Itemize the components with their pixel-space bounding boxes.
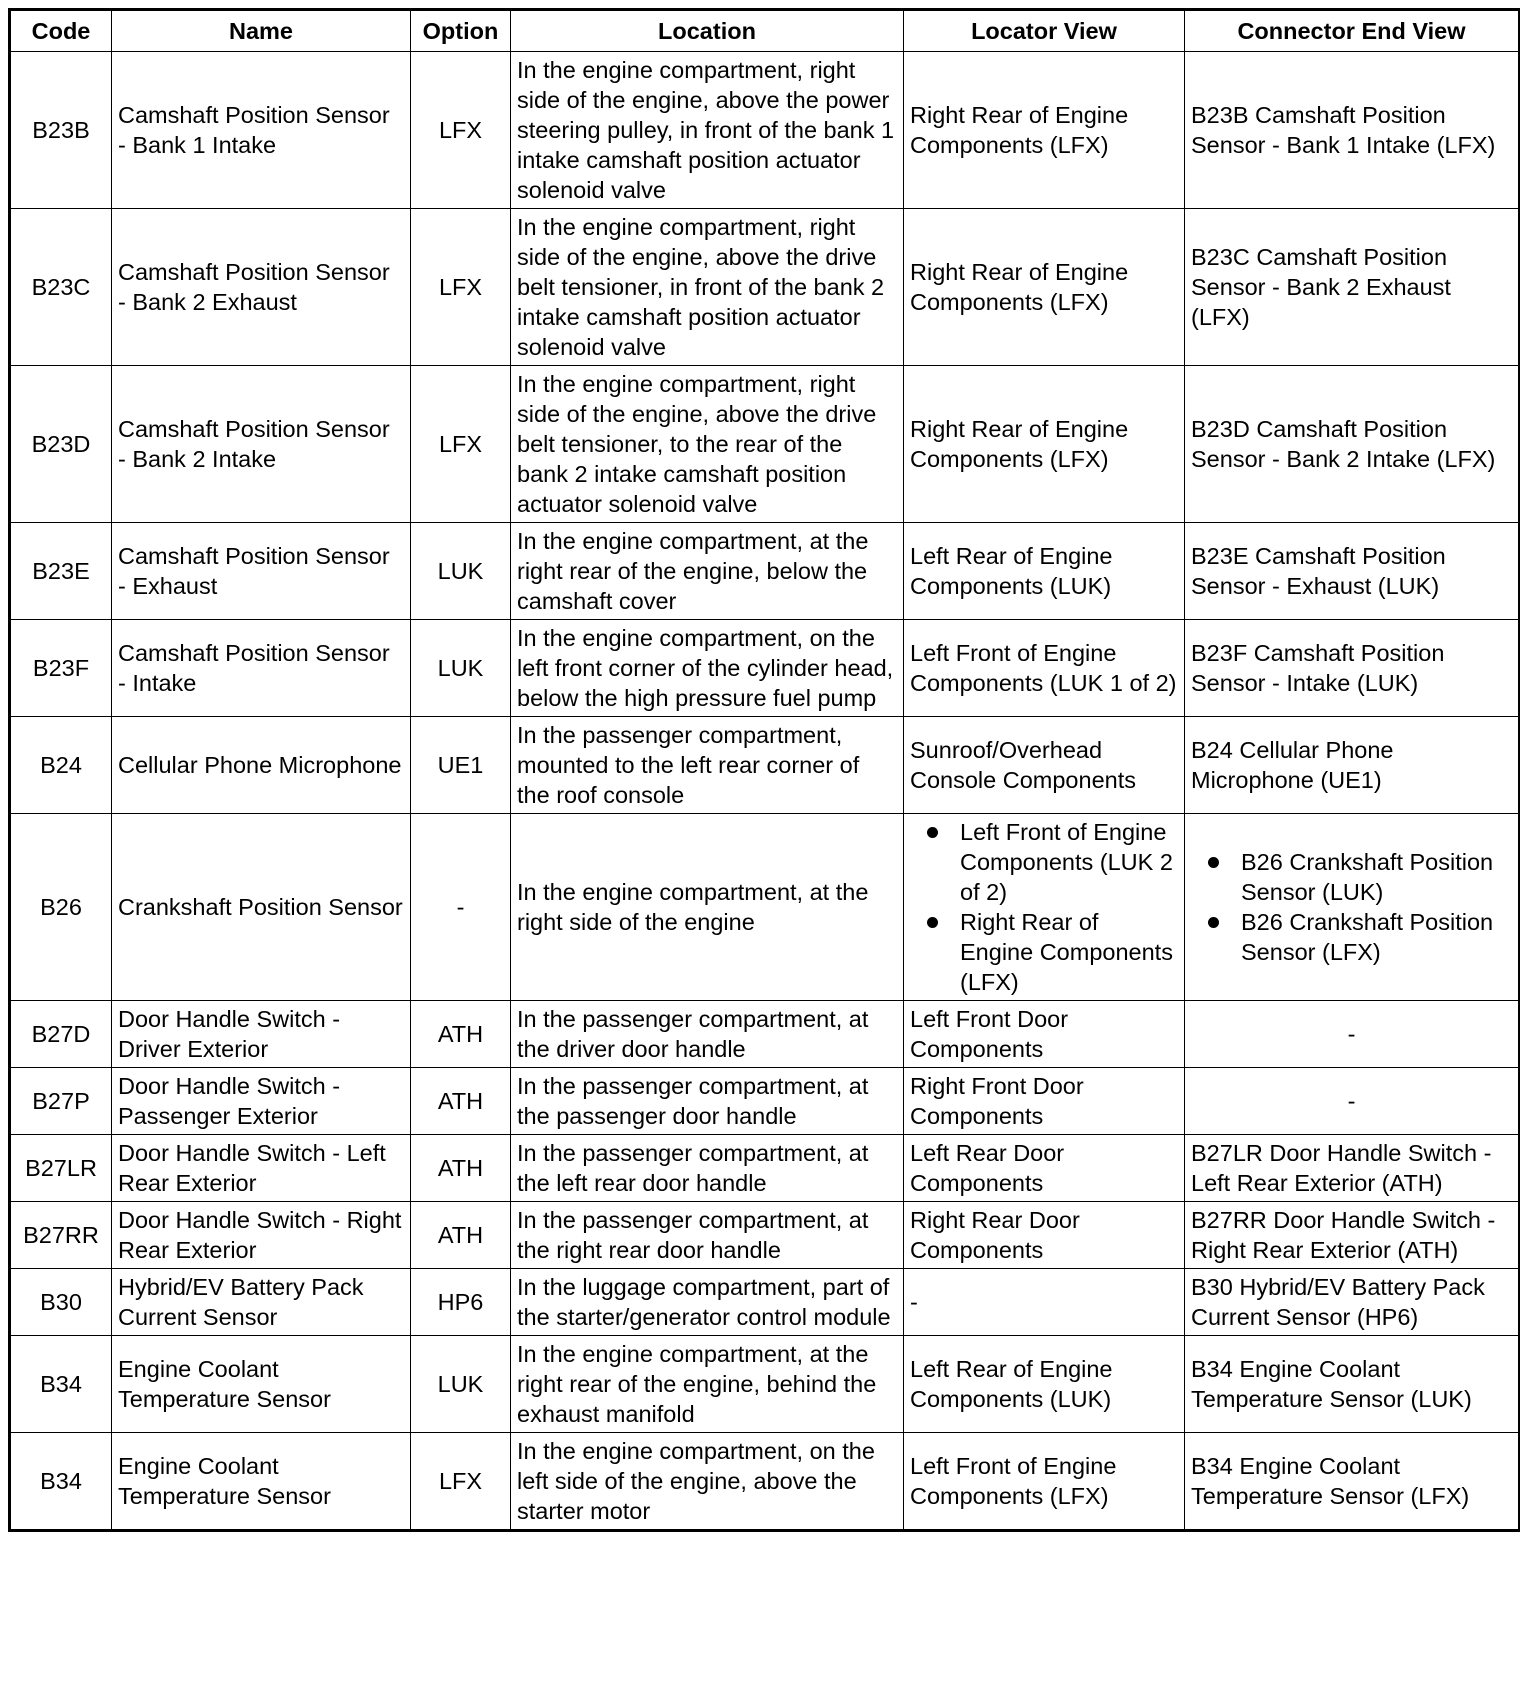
table-row: [10, 209, 1520, 366]
cell-connector: B23C Camshaft Position Sensor - Bank 2 Exhaust (LFX): [1185, 209, 1520, 366]
header-locator-view: Locator View: [904, 10, 1185, 52]
table-row: [10, 1068, 1520, 1135]
cell-location: In the engine compartment, right side of the engine, above the drive belt tensioner, in front of the bank 2 intake camshaft position actuator solenoid valve: [511, 209, 904, 366]
table-row: [10, 523, 1520, 620]
cell-location: In the passenger compartment, at the left rear door handle: [511, 1135, 904, 1202]
cell-location: In the passenger compartment, mounted to the left rear corner of the roof console: [511, 717, 904, 814]
cell-code: B34: [10, 1433, 112, 1531]
cell-code: B23F: [10, 620, 112, 717]
table-row: [10, 1001, 1520, 1068]
cell-locator: Right Front Door Components: [904, 1068, 1185, 1135]
cell-option: UE1: [411, 717, 511, 814]
cell-code: B23C: [10, 209, 112, 366]
table-row: [10, 814, 1520, 1001]
header-row: [10, 10, 1520, 52]
cell-location: In the engine compartment, on the left side of the engine, above the starter motor: [511, 1433, 904, 1531]
cell-option: HP6: [411, 1269, 511, 1336]
cell-name: Camshaft Position Sensor - Bank 2 Intake: [112, 366, 411, 523]
bullet-list: [910, 817, 1178, 997]
cell-name: Door Handle Switch - Passenger Exterior: [112, 1068, 411, 1135]
cell-location: In the passenger compartment, at the passenger door handle: [511, 1068, 904, 1135]
table-row: [10, 620, 1520, 717]
cell-name: Hybrid/EV Battery Pack Current Sensor: [112, 1269, 411, 1336]
cell-connector: B34 Engine Coolant Temperature Sensor (LUK): [1185, 1336, 1520, 1433]
cell-connector: B34 Engine Coolant Temperature Sensor (LFX): [1185, 1433, 1520, 1531]
table-row: [10, 1269, 1520, 1336]
cell-locator: Left Front of Engine Components (LUK 1 of 2): [904, 620, 1185, 717]
header-code: Code: [10, 10, 112, 52]
bullet-item: B26 Crankshaft Position Sensor (LUK): [1241, 847, 1512, 907]
cell-connector: B23E Camshaft Position Sensor - Exhaust (LUK): [1185, 523, 1520, 620]
cell-location: In the engine compartment, right side of the engine, above the drive belt tensioner, to the rear of the bank 2 intake camshaft position actuator solenoid valve: [511, 366, 904, 523]
cell-locator: Left Front of Engine Components (LFX): [904, 1433, 1185, 1531]
cell-name: Door Handle Switch - Left Rear Exterior: [112, 1135, 411, 1202]
cell-name: Camshaft Position Sensor - Bank 1 Intake: [112, 52, 411, 209]
bullet-list: [1191, 847, 1512, 967]
cell-code: B23B: [10, 52, 112, 209]
cell-locator: Left Rear of Engine Components (LUK): [904, 1336, 1185, 1433]
cell-location: In the engine compartment, at the right rear of the engine, below the camshaft cover: [511, 523, 904, 620]
cell-option: LFX: [411, 209, 511, 366]
cell-code: B30: [10, 1269, 112, 1336]
cell-name: Crankshaft Position Sensor: [112, 814, 411, 1001]
bullet-item: Left Front of Engine Components (LUK 2 of 2): [960, 817, 1178, 907]
cell-connector: -: [1185, 1068, 1520, 1135]
cell-connector: [1185, 814, 1520, 1001]
cell-option: ATH: [411, 1202, 511, 1269]
cell-name: Engine Coolant Temperature Sensor: [112, 1336, 411, 1433]
cell-code: B23D: [10, 366, 112, 523]
cell-location: In the passenger compartment, at the driver door handle: [511, 1001, 904, 1068]
table-row: [10, 1202, 1520, 1269]
table-row: [10, 366, 1520, 523]
cell-name: Engine Coolant Temperature Sensor: [112, 1433, 411, 1531]
table-row: [10, 1336, 1520, 1433]
cell-code: B27RR: [10, 1202, 112, 1269]
cell-code: B24: [10, 717, 112, 814]
cell-connector: B23B Camshaft Position Sensor - Bank 1 Intake (LFX): [1185, 52, 1520, 209]
cell-connector: B30 Hybrid/EV Battery Pack Current Sensor (HP6): [1185, 1269, 1520, 1336]
cell-locator: Right Rear of Engine Components (LFX): [904, 52, 1185, 209]
cell-locator: Right Rear of Engine Components (LFX): [904, 209, 1185, 366]
cell-code: B27LR: [10, 1135, 112, 1202]
cell-name: Camshaft Position Sensor - Exhaust: [112, 523, 411, 620]
cell-code: B34: [10, 1336, 112, 1433]
bullet-item: Right Rear of Engine Components (LFX): [960, 907, 1178, 997]
cell-code: B27D: [10, 1001, 112, 1068]
cell-option: ATH: [411, 1068, 511, 1135]
table-row: [10, 717, 1520, 814]
cell-connector: B23F Camshaft Position Sensor - Intake (LUK): [1185, 620, 1520, 717]
cell-option: ATH: [411, 1135, 511, 1202]
cell-location: In the engine compartment, on the left front corner of the cylinder head, below the high pressure fuel pump: [511, 620, 904, 717]
table-row: [10, 1135, 1520, 1202]
header-option: Option: [411, 10, 511, 52]
table-row: [10, 52, 1520, 209]
cell-locator: Right Rear of Engine Components (LFX): [904, 366, 1185, 523]
cell-option: -: [411, 814, 511, 1001]
cell-locator: Left Rear Door Components: [904, 1135, 1185, 1202]
cell-locator: Left Front Door Components: [904, 1001, 1185, 1068]
cell-location: In the luggage compartment, part of the starter/generator control module: [511, 1269, 904, 1336]
cell-option: LUK: [411, 523, 511, 620]
cell-name: Door Handle Switch - Right Rear Exterior: [112, 1202, 411, 1269]
header-location: Location: [511, 10, 904, 52]
cell-locator: Right Rear Door Components: [904, 1202, 1185, 1269]
cell-connector: B27LR Door Handle Switch - Left Rear Exterior (ATH): [1185, 1135, 1520, 1202]
bullet-item: B26 Crankshaft Position Sensor (LFX): [1241, 907, 1512, 967]
component-locator-table: [8, 8, 1520, 1532]
cell-connector: B24 Cellular Phone Microphone (UE1): [1185, 717, 1520, 814]
cell-location: In the engine compartment, right side of the engine, above the power steering pulley, in front of the bank 1 intake camshaft position actuator solenoid valve: [511, 52, 904, 209]
header-name: Name: [112, 10, 411, 52]
cell-name: Camshaft Position Sensor - Intake: [112, 620, 411, 717]
cell-name: Camshaft Position Sensor - Bank 2 Exhaust: [112, 209, 411, 366]
cell-option: LFX: [411, 52, 511, 209]
cell-locator: Sunroof/Overhead Console Components: [904, 717, 1185, 814]
cell-code: B26: [10, 814, 112, 1001]
cell-location: In the passenger compartment, at the right rear door handle: [511, 1202, 904, 1269]
cell-code: B23E: [10, 523, 112, 620]
header-connector-end-view: Connector End View: [1185, 10, 1520, 52]
cell-option: ATH: [411, 1001, 511, 1068]
cell-name: Cellular Phone Microphone: [112, 717, 411, 814]
cell-connector: -: [1185, 1001, 1520, 1068]
table-row: [10, 1433, 1520, 1531]
cell-code: B27P: [10, 1068, 112, 1135]
cell-option: LFX: [411, 1433, 511, 1531]
cell-locator: -: [904, 1269, 1185, 1336]
cell-connector: B27RR Door Handle Switch - Right Rear Exterior (ATH): [1185, 1202, 1520, 1269]
cell-option: LUK: [411, 620, 511, 717]
cell-connector: B23D Camshaft Position Sensor - Bank 2 Intake (LFX): [1185, 366, 1520, 523]
cell-location: In the engine compartment, at the right rear of the engine, behind the exhaust manifold: [511, 1336, 904, 1433]
cell-location: In the engine compartment, at the right side of the engine: [511, 814, 904, 1001]
table-body: [10, 52, 1520, 1531]
cell-option: LFX: [411, 366, 511, 523]
cell-locator: [904, 814, 1185, 1001]
cell-option: LUK: [411, 1336, 511, 1433]
cell-name: Door Handle Switch - Driver Exterior: [112, 1001, 411, 1068]
cell-locator: Left Rear of Engine Components (LUK): [904, 523, 1185, 620]
